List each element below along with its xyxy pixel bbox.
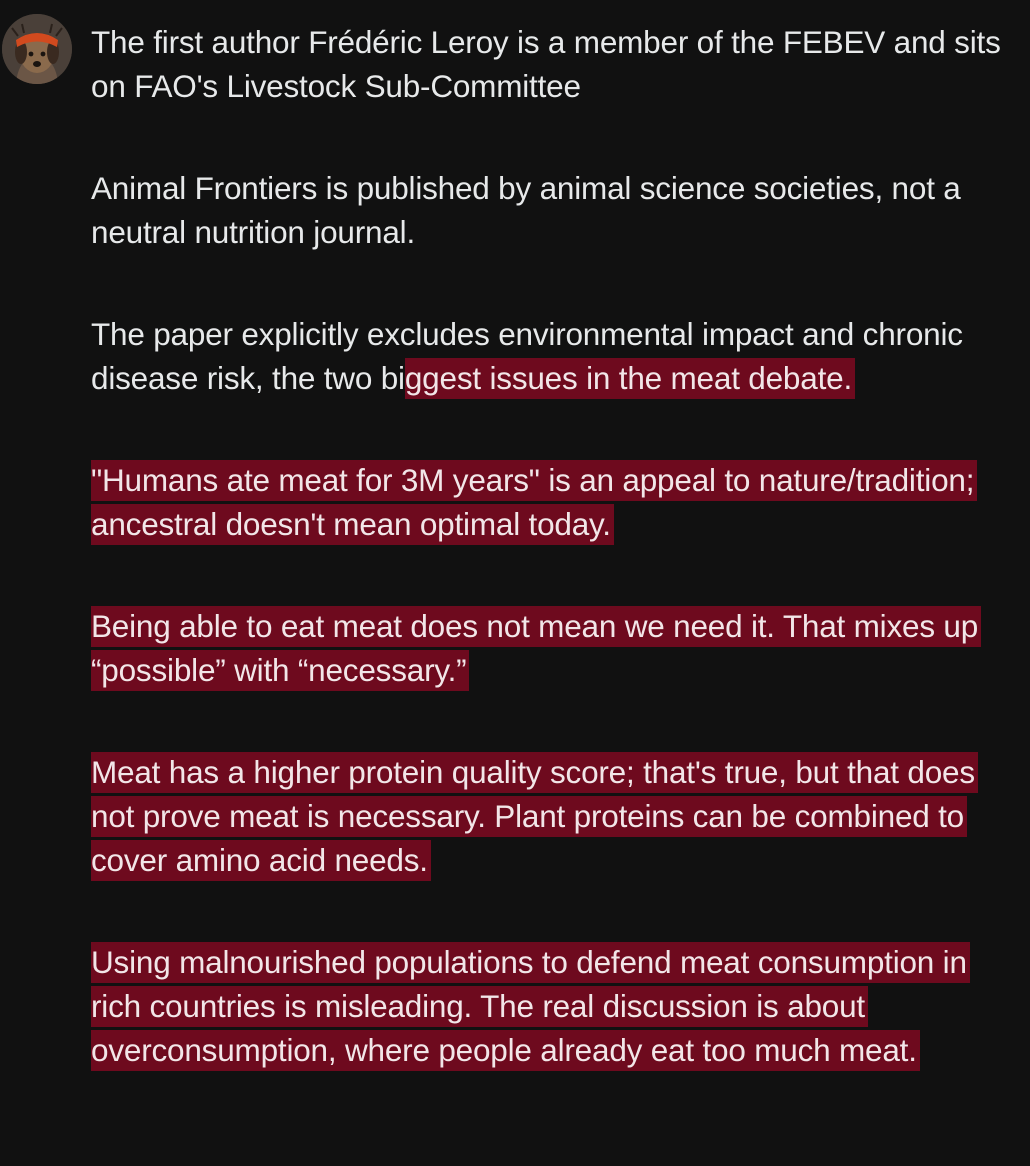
post-paragraph: [91, 458, 1021, 546]
post-paragraph: [91, 20, 1021, 108]
post-paragraph: [91, 750, 1021, 882]
post-paragraph: [91, 312, 1021, 400]
highlighted-text[interactable]: Being able to eat meat does not mean we need it. That mixes up “possible” with “necessary.”: [91, 606, 981, 691]
post-paragraph: [91, 940, 1021, 1072]
paragraph-text: The first author Frédéric Leroy is a member of the FEBEV and sits on FAO's Livestock Sub-Committee: [91, 24, 1001, 104]
paragraph-text: The paper explicitly excludes environmental impact and chronic disease risk, the two bi: [91, 316, 963, 396]
highlighted-text[interactable]: Using malnourished populations to defend meat consumption in rich countries is misleading. The real discussion is about overconsumption, where people already eat too much meat.: [91, 942, 970, 1071]
highlighted-text[interactable]: Meat has a higher protein quality score; that's true, but that does not prove meat is necessary. Plant proteins can be combined to cover amino acid needs.: [91, 752, 978, 881]
paragraph-text: Animal Frontiers is published by animal science societies, not a neutral nutrition journal.: [91, 170, 961, 250]
post-paragraph: [91, 166, 1021, 254]
post-text: [91, 20, 1021, 1130]
dog-with-headband-avatar-icon: [2, 14, 72, 84]
highlighted-text[interactable]: ggest issues in the meat debate.: [405, 358, 855, 399]
post-paragraph: [91, 604, 1021, 692]
highlighted-text[interactable]: "Humans ate meat for 3M years" is an appeal to nature/tradition; ancestral doesn't mean optimal today.: [91, 460, 977, 545]
avatar[interactable]: [2, 14, 72, 84]
